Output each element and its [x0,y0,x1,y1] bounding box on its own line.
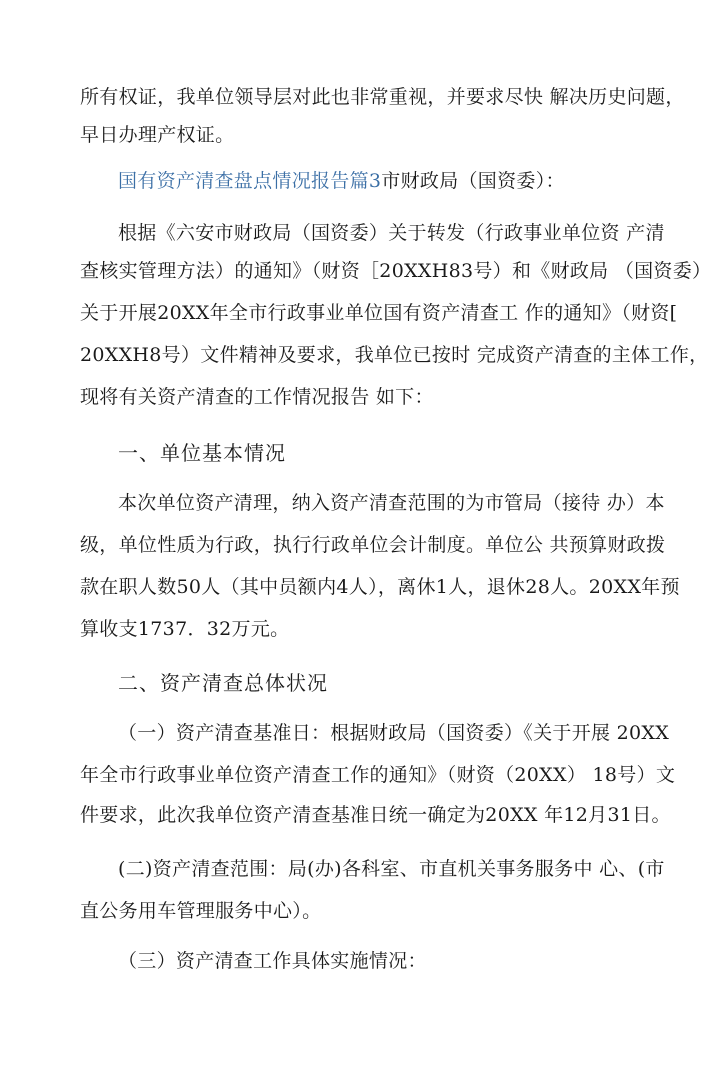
body-line-14: 件要求，此次我单位资产清查基准日统一确定为20XX 年12月31日。 [80,804,671,826]
body-line-6: 20XXH8号）文件精神及要求，我单位已按时 完成资产清查的主体工作， [80,344,709,366]
section-title-rest: 市财政局（国资委）： [381,170,565,192]
body-line-7: 现将有关资产清查的工作情况报告 如下： [80,386,434,408]
body-line-1: 所有权证，我单位领导层对此也非常重视，并要求尽快 解决历史问题， [80,86,685,108]
body-line-3: 根据《六安市财政局（国资委）关于转发（行政事业单位资 产清 [118,222,665,244]
body-line-15: (二)资产清查范围：局(办)各科室、市直机关事务服务中 心、(市 [118,858,665,880]
body-line-13: 年全市行政事业单位资产清查工作的通知》（财资（20XX） 18号）文 [80,764,676,786]
body-line-12: （一）资产清查基准日：根据财政局（国资委）《关于开展 20XX [118,722,670,744]
body-line-17: （三）资产清查工作具体实施情况： [118,950,427,972]
section-title [118,168,720,194]
body-line-4: 查核实管理方法）的通知》（财资［20XXH83号）和《财政局 （国资委） [80,260,712,282]
heading-1: 一、单位基本情况 [118,441,286,465]
body-line-16: 直公务用车管理服务中心）。 [80,900,322,922]
body-line-8: 本次单位资产清理，纳入资产清查范围的为市管局（接待 办）本 [118,492,665,514]
heading-2: 二、资产清查总体状况 [118,671,328,695]
body-line-10: 款在职人数50人（其中员额内4人），离休1人，退休28人。20XX年预 [80,576,680,598]
body-line-2: 早日办理产权证。 [80,124,235,146]
body-line-9: 级，单位性质为行政，执行行政单位会计制度。单位公 共预算财政拨 [80,534,666,556]
body-line-11: 算收支1737．32万元。 [80,618,290,640]
body-line-5: 关于开展20XX年全市行政事业单位国有资产清查工 作的通知》（财资[ [80,302,678,324]
section-title-link[interactable]: 国有资产清查盘点情况报告篇3 [118,170,382,192]
